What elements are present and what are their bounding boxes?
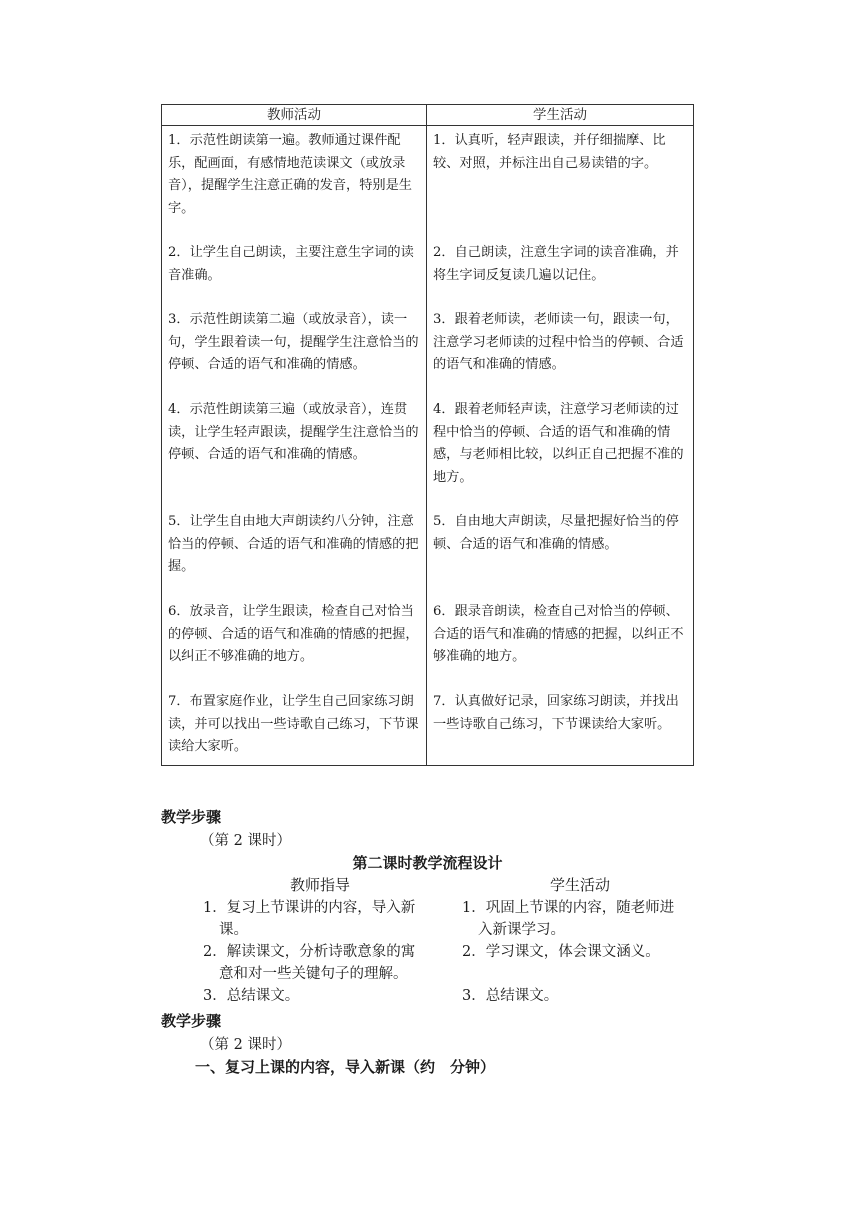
flow-student-header: 学生活动: [550, 876, 611, 894]
student-step: 4．跟着老师轻声读，注意学习老师读的过程中恰当的停顿、合适的语气和准确的情感，与老师相比较，以纠正自己把握不准的地方。: [433, 402, 684, 485]
teacher-step: 1．示范性朗读第一遍。教师通过课件配乐，配画面，有感情地范读课文（或放录音），提醒学生注意正确的发音，特别是生字。: [168, 133, 412, 216]
flow-teacher-item: [203, 985, 299, 1007]
flow-line: 1．复习上节课讲的内容，导入新: [203, 900, 416, 916]
lesson-period: （第 2 课时）: [200, 1037, 291, 1053]
section-heading: 教学步骤: [161, 1012, 222, 1030]
section-heading: 教学步骤: [161, 808, 222, 826]
activity-table: [161, 104, 694, 766]
flow-student-item: [462, 985, 558, 1007]
flow-line: 意和对一些关键句子的理解。: [219, 966, 408, 982]
flow-title: 第二课时教学流程设计: [352, 854, 503, 872]
teacher-activity-header: 教师活动: [162, 105, 427, 126]
student-step: 1．认真听，轻声跟读，并仔细揣摩、比较、对照，并标注出自己易读错的字。: [433, 133, 666, 171]
flow-line: 3．总结课文。: [462, 988, 559, 1004]
lesson-period: （第 2 课时）: [200, 833, 291, 849]
flow-line: 2．解读课文，分析诗歌意象的寓: [203, 944, 416, 960]
flow-teacher-item: [203, 941, 415, 985]
flow-teacher-item: [203, 897, 415, 941]
flow-line: 课。: [219, 922, 248, 938]
teacher-step: 2．让学生自己朗读，主要注意生字词的读音准确。: [168, 245, 414, 283]
flow-student-item: [462, 897, 674, 941]
student-activity-cell: [427, 126, 694, 766]
student-step: 7．认真做好记录，回家练习朗读，并找出一些诗歌自己练习，下节课读给大家听。: [433, 694, 679, 732]
flow-line: 3．总结课文。: [203, 988, 300, 1004]
flow-teacher-header: 教师指导: [290, 876, 351, 894]
teacher-step: 4．示范性朗读第三遍（或放录音），连贯读，让学生轻声跟读，提醒学生注意恰当的停顿、合适的语气和准确的情感。: [168, 402, 419, 462]
teacher-step: 6．放录音，让学生跟读，检查自己对恰当的停顿、合适的语气和准确的情感的把握，以纠正不够准确的地方。: [168, 604, 419, 664]
table-header-row: [162, 105, 694, 126]
teacher-step: 7．布置家庭作业，让学生自己回家练习朗读，并可以找出一些诗歌自己练习，下节课读给大家听。: [168, 694, 419, 754]
flow-line: 入新课学习。: [478, 922, 565, 938]
teacher-step: 3．示范性朗读第二遍（或放录音），读一句，学生跟着读一句，提醒学生注意恰当的停顿、合适的语气和准确的情感。: [168, 312, 419, 372]
student-activity-header: 学生活动: [427, 105, 694, 126]
flow-line: 2．学习课文，体会课文涵义。: [462, 944, 660, 960]
student-step: 3．跟着老师读，老师读一句，跟读一句，注意学习老师读的过程中恰当的停顿、合适的语气和准确的情感。: [433, 312, 684, 372]
flow-line: 1．巩固上节课的内容，随老师进: [462, 900, 675, 916]
table-row: [162, 126, 694, 766]
flow-student-item: [462, 941, 660, 963]
teacher-step: 5．让学生自由地大声朗读约八分钟，注意恰当的停顿、合适的语气和准确的情感的把握。: [168, 514, 419, 574]
student-step: 6．跟录音朗读，检查自己对恰当的停顿、合适的语气和准确的情感的把握，以纠正不够准确的地方。: [433, 604, 684, 664]
student-step: 5．自由地大声朗读，尽量把握好恰当的停顿、合适的语气和准确的情感。: [433, 514, 679, 552]
step-title: 一、复习上课的内容，导入新课（约 分钟）: [195, 1058, 496, 1076]
student-step: 2．自己朗读，注意生字词的读音准确，并将生字词反复读几遍以记住。: [433, 245, 679, 283]
teacher-activity-cell: [162, 126, 427, 766]
